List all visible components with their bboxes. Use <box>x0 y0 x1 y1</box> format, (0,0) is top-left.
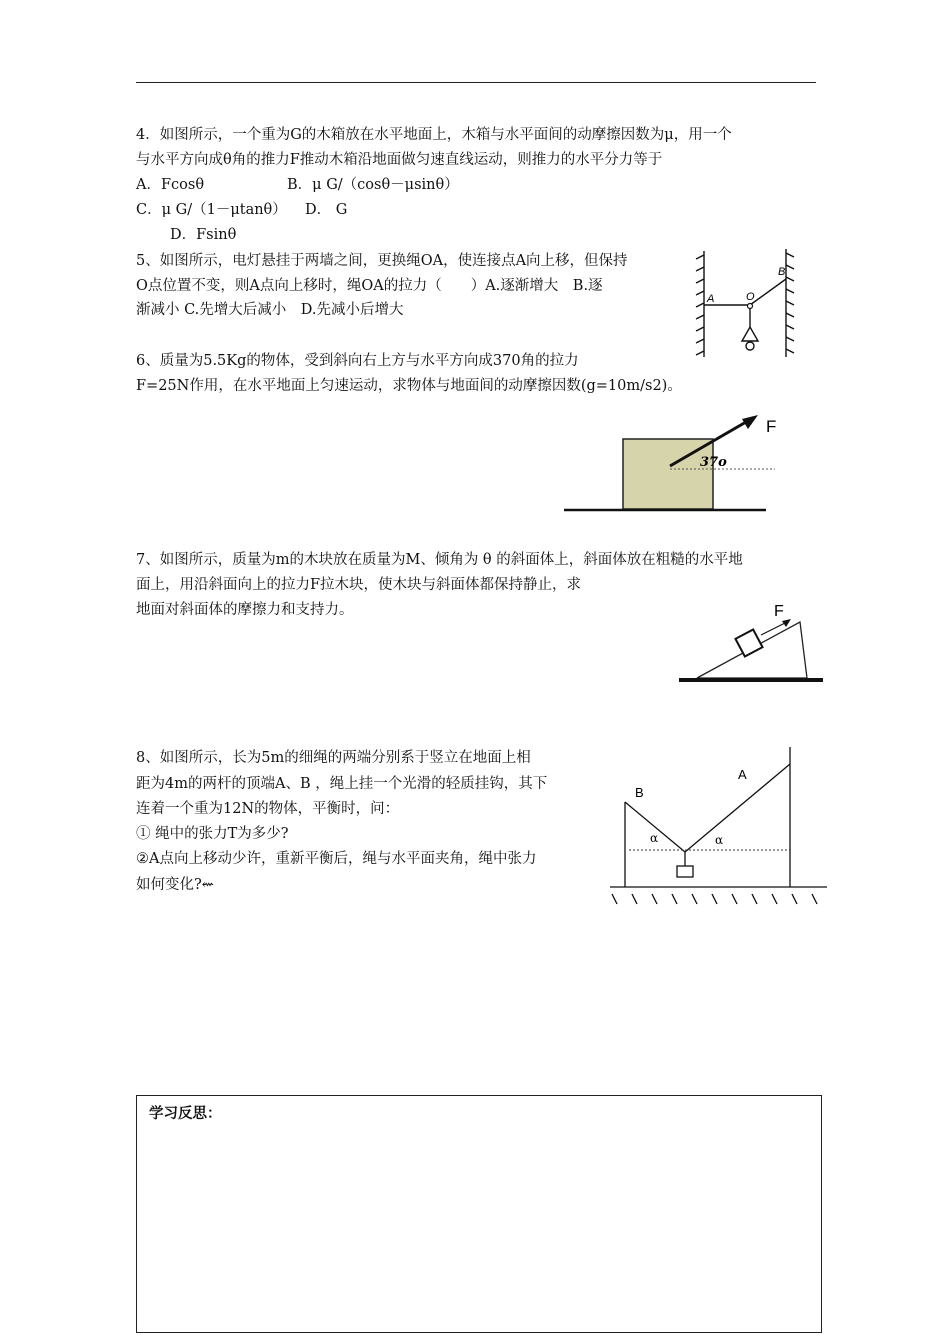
q5-label-b: B <box>778 266 786 278</box>
q4-option-d-alt: D．Fsinθ <box>170 227 237 243</box>
q8-alpha-left: α <box>650 831 659 845</box>
q8-line4: ① 绳中的张力T为多少? <box>136 826 289 842</box>
reflection-box[interactable] <box>136 1095 822 1333</box>
q5-line3: 渐减小 C.先增大后减小 D.先减小后增大 <box>136 302 404 318</box>
q5-line2: O点位置不变，则A点向上移时，绳OA的拉力（ ）A.逐渐增大 B.逐 <box>136 278 603 294</box>
q5-label-o: O <box>746 291 755 303</box>
q4-line1: 4．如图所示，一个重为G的木箱放在水平地面上，木箱与水平面间的动摩擦因数为μ，用一个 <box>136 127 732 143</box>
q5-label-a: A <box>707 293 715 305</box>
q8-label-a: A <box>738 767 747 782</box>
q4-option-d: D． G <box>305 202 348 218</box>
q6-line1: 6、质量为5.5Kg的物体，受到斜向右上方与水平方向成370角的拉力 <box>136 353 579 369</box>
q5-line1: 5、如图所示，电灯悬挂于两墙之间，更换绳OA，使连接点A向上移，但保持 <box>136 253 628 269</box>
q4-line2: 与水平方向成θ角的推力F推动木箱沿地面做匀速直线运动，则推力的水平分力等于 <box>136 152 663 168</box>
q5-lamp-figure <box>690 245 800 363</box>
q7-line2: 面上，用沿斜面向上的拉力F拉木块，使木块与斜面体都保持静止，求 <box>136 577 582 593</box>
q4-option-a: A．Fcosθ <box>136 177 205 193</box>
q8-label-b: B <box>635 785 644 800</box>
q8-line3: 连着一个重为12N的物体，平衡时，问： <box>136 801 400 817</box>
q7-label-f: F <box>774 603 784 620</box>
q8-line5: ②A点向上移动少许，重新平衡后，绳与水平面夹角，绳中张力 <box>136 851 537 867</box>
q7-line3: 地面对斜面体的摩擦力和支持力。 <box>136 602 354 618</box>
q8-line6: 如何变化?⇜ <box>136 877 214 893</box>
q4-option-b: B．μ G/（cosθ－μsinθ） <box>287 177 459 193</box>
q7-line1: 7、如图所示，质量为m的木块放在质量为M、倾角为 θ 的斜面体上，斜面体放在粗糙的水平地 <box>136 552 743 568</box>
header-rule <box>136 82 816 83</box>
q6-box-figure <box>560 410 790 520</box>
q6-line2: F=25N作用，在水平地面上匀速运动，求物体与地面间的动摩擦因数(g=10m/s2)。 <box>136 378 682 394</box>
q7-incline-figure <box>675 595 830 690</box>
q8-line1: 8、如图所示，长为5m的细绳的两端分别系于竖立在地面上相 <box>136 750 531 766</box>
q6-label-f: F <box>766 417 777 436</box>
q8-alpha-right: α <box>715 833 724 847</box>
q6-angle-label: 37o <box>700 455 727 470</box>
reflection-title: 学习反思： <box>149 1106 222 1122</box>
q8-rope-figure <box>605 742 830 914</box>
q8-line2: 距为4m的两杆的顶端A、B ，绳上挂一个光滑的轻质挂钩，其下 <box>136 776 548 792</box>
q4-option-c: C．μ G/（1－μtanθ） <box>136 202 287 218</box>
